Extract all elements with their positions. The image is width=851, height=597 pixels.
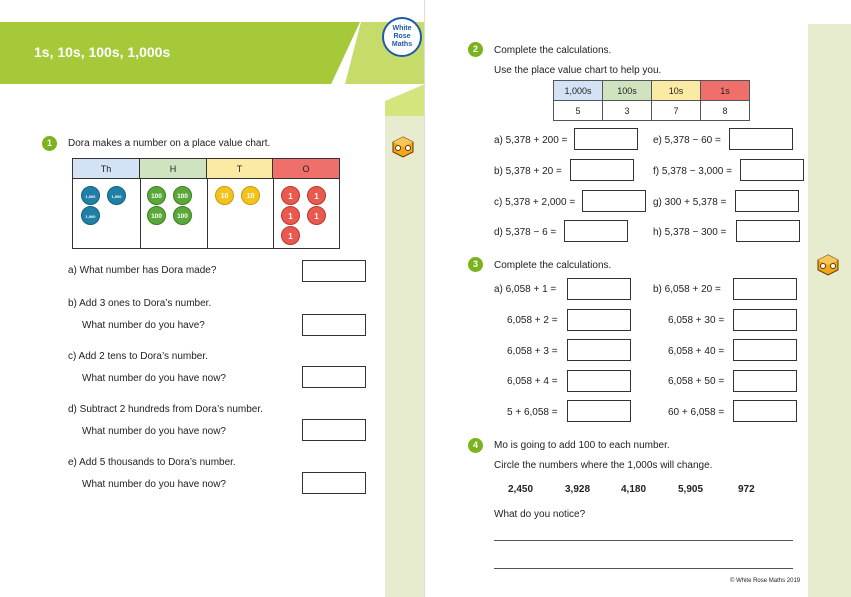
hundred-counter: 100 [173, 186, 192, 205]
q1b-text: b) Add 3 ones to Dora’s number. [68, 298, 212, 309]
q3-right-2-answer-box[interactable] [733, 309, 797, 331]
reasoning-cube-icon [817, 254, 839, 279]
q4-line2: Circle the numbers where the 1,000s will change. [494, 460, 713, 471]
pv-col-1s: 1s [701, 81, 750, 101]
q3a-answer-box[interactable] [567, 278, 631, 300]
q4-number-option[interactable]: 5,905 [678, 484, 704, 495]
pv-divider [207, 179, 208, 248]
q2f-answer-box[interactable] [740, 159, 804, 181]
q1b-question: What number do you have? [82, 320, 205, 331]
q3-instruction: Complete the calculations. [494, 260, 612, 271]
q4-number-option[interactable]: 972 [738, 484, 755, 495]
reasoning-cube-icon [392, 136, 414, 161]
q4-number-option[interactable]: 4,180 [621, 484, 647, 495]
hundred-counter: 100 [147, 206, 166, 225]
q3-left-4-answer-box[interactable] [567, 370, 631, 392]
q3a-text: a) 6,058 + 1 = [494, 284, 557, 295]
q3-left-3-answer-box[interactable] [567, 339, 631, 361]
q2a-text: a) 5,378 + 200 = [494, 135, 568, 146]
q4-line1: Mo is going to add 100 to each number. [494, 440, 670, 451]
question-number-2: 2 [468, 42, 483, 57]
q2a-answer-box[interactable] [574, 128, 638, 150]
q2h-answer-box[interactable] [736, 220, 800, 242]
q2-hint: Use the place value chart to help you. [494, 65, 662, 76]
logo-text-3: Maths [391, 41, 413, 48]
one-counter: 1 [307, 206, 326, 225]
q2e-text: e) 5,378 − 60 = [653, 135, 721, 146]
q1c-question: What number do you have now? [82, 373, 226, 384]
pv-header-h: H [140, 159, 207, 179]
pv-value-100s: 3 [603, 101, 652, 121]
q3-left-5-answer-box[interactable] [567, 400, 631, 422]
answer-line[interactable] [494, 568, 793, 569]
q3-right-4-text: 6,058 + 50 = [668, 376, 725, 387]
q1e-text: e) Add 5 thousands to Dora’s number. [68, 457, 236, 468]
pv-value-1000s: 5 [554, 101, 603, 121]
thousand-counter: 1,000 [81, 206, 100, 225]
pv-divider [140, 179, 141, 248]
q4-number-option[interactable]: 2,450 [508, 484, 534, 495]
q3-left-5-text: 5 + 6,058 = [507, 407, 558, 418]
q2h-text: h) 5,378 − 300 = [653, 227, 727, 238]
one-counter: 1 [281, 226, 300, 245]
one-counter: 1 [307, 186, 326, 205]
hundred-counter: 100 [147, 186, 166, 205]
logo-text-2: Rose [393, 33, 411, 40]
hundred-counter: 100 [173, 206, 192, 225]
q2-place-value-table [553, 80, 750, 121]
thousand-counter: 1,000 [107, 186, 126, 205]
pv-value-1s: 8 [701, 101, 750, 121]
q3-left-2-answer-box[interactable] [567, 309, 631, 331]
q2f-text: f) 5,378 − 3,000 = [653, 166, 732, 177]
q4-number-option[interactable]: 3,928 [565, 484, 591, 495]
q3-left-2-text: 6,058 + 2 = [507, 315, 558, 326]
pv-divider [273, 179, 274, 248]
q2d-answer-box[interactable] [564, 220, 628, 242]
q2e-answer-box[interactable] [729, 128, 793, 150]
pv-value-10s: 7 [652, 101, 701, 121]
pv-col-10s: 10s [652, 81, 701, 101]
q3-right-4-answer-box[interactable] [733, 370, 797, 392]
page-title: 1s, 10s, 100s, 1,000s [34, 44, 171, 60]
q2-instruction: Complete the calculations. [494, 45, 612, 56]
q3b-text: b) 6,058 + 20 = [653, 284, 721, 295]
one-counter: 1 [281, 206, 300, 225]
q3-left-4-text: 6,058 + 4 = [507, 376, 558, 387]
question-number-1: 1 [42, 136, 57, 151]
q3-right-5-answer-box[interactable] [733, 400, 797, 422]
q3-right-3-answer-box[interactable] [733, 339, 797, 361]
q2c-text: c) 5,378 + 2,000 = [494, 197, 576, 208]
q1-prompt: Dora makes a number on a place value chart. [68, 138, 271, 149]
q2b-text: b) 5,378 + 20 = [494, 166, 562, 177]
q1d-question: What number do you have now? [82, 426, 226, 437]
q2c-answer-box[interactable] [582, 190, 646, 212]
left-page-margin-strip [385, 116, 425, 597]
pv-header-o: O [273, 159, 339, 179]
q3b-answer-box[interactable] [733, 278, 797, 300]
q1d-text: d) Subtract 2 hundreds from Dora’s number. [68, 404, 263, 415]
pv-header-t: T [207, 159, 273, 179]
logo-text-1: White [392, 25, 412, 32]
q2g-answer-box[interactable] [735, 190, 799, 212]
q3-left-3-text: 6,058 + 3 = [507, 346, 558, 357]
q1c-text: c) Add 2 tens to Dora’s number. [68, 351, 208, 362]
answer-line[interactable] [494, 540, 793, 541]
q2b-answer-box[interactable] [570, 159, 634, 181]
q1b-answer-box[interactable] [302, 314, 366, 336]
q1a-answer-box[interactable] [302, 260, 366, 282]
q3-right-5-text: 60 + 6,058 = [668, 407, 725, 418]
q2d-text: d) 5,378 − 6 = [494, 227, 557, 238]
white-rose-logo [382, 17, 422, 57]
ten-counter: 10 [241, 186, 260, 205]
place-value-chart [72, 158, 340, 249]
pv-col-100s: 100s [603, 81, 652, 101]
right-page-margin-strip [808, 24, 851, 597]
page-gutter [424, 0, 425, 597]
q1c-answer-box[interactable] [302, 366, 366, 388]
q4-notice-prompt: What do you notice? [494, 509, 586, 520]
q1e-question: What number do you have now? [82, 479, 226, 490]
question-number-3: 3 [468, 257, 483, 272]
q1e-answer-box[interactable] [302, 472, 366, 494]
pv-col-1000s: 1,000s [554, 81, 603, 101]
one-counter: 1 [281, 186, 300, 205]
thousand-counter: 1,000 [81, 186, 100, 205]
q3-right-2-text: 6,058 + 30 = [668, 315, 725, 326]
copyright: © White Rose Maths 2019 [730, 578, 801, 584]
ten-counter: 10 [215, 186, 234, 205]
q1d-answer-box[interactable] [302, 419, 366, 441]
q3-right-3-text: 6,058 + 40 = [668, 346, 725, 357]
pv-header-th: Th [73, 159, 140, 179]
q2g-text: g) 300 + 5,378 = [653, 197, 727, 208]
q1a-text: a) What number has Dora made? [68, 265, 217, 276]
question-number-4: 4 [468, 438, 483, 453]
